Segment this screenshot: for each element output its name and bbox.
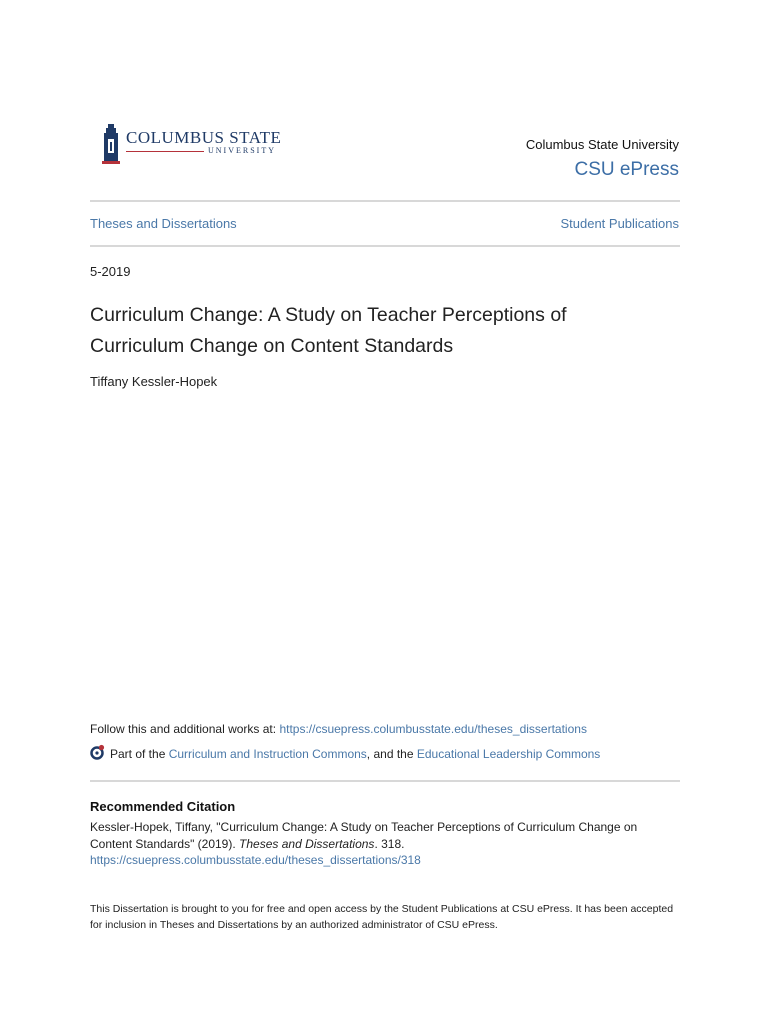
institution-name: Columbus State University bbox=[525, 137, 679, 152]
curriculum-commons-link[interactable]: Curriculum and Instruction Commons bbox=[168, 747, 367, 761]
citation-text: Kessler-Hopek, Tiffany, "Curriculum Change: A Study on Teacher Perceptions of Curriculum Change on Content Standards" (2019). bbox=[90, 820, 638, 851]
document-author: Tiffany Kessler-Hopek bbox=[90, 374, 218, 389]
document-title: Curriculum Change: A Study on Teacher Perceptions of Curriculum Change on Content Standards bbox=[90, 304, 567, 357]
tower-icon bbox=[100, 124, 122, 166]
access-statement: This Dissertation is brought to you for free and open access by the Student Publications at CSU ePress. It has been accepted for inclusion in Theses and Dissertations by an authorized administrator of CSU ePress. bbox=[90, 903, 674, 931]
repository-link[interactable]: CSU ePress bbox=[574, 159, 679, 180]
publication-date: 5-2019 bbox=[90, 264, 131, 279]
header-divider bbox=[90, 200, 680, 202]
logo-divider bbox=[126, 151, 204, 152]
citation-number: . 318. bbox=[374, 836, 405, 851]
logo-name: COLUMBUS STATE bbox=[126, 128, 282, 147]
collection-url-link[interactable]: https://csuepress.columbusstate.edu/theses_dissertations bbox=[279, 722, 587, 736]
citation-series: Theses and Dissertations bbox=[239, 836, 375, 851]
part-of-prefix: Part of the bbox=[110, 747, 166, 761]
commons-icon bbox=[90, 744, 106, 760]
nav-divider bbox=[90, 245, 680, 247]
theses-dissertations-link[interactable]: Theses and Dissertations bbox=[90, 216, 237, 231]
university-logo bbox=[100, 124, 290, 168]
citation-body bbox=[90, 819, 680, 869]
educational-leadership-commons-link[interactable]: Educational Leadership Commons bbox=[416, 747, 601, 761]
logo-subtitle: UNIVERSITY bbox=[208, 146, 276, 155]
part-of-middle: , and the bbox=[366, 747, 414, 761]
follow-prefix: Follow this and additional works at: bbox=[90, 722, 277, 736]
follow-line bbox=[90, 722, 587, 736]
citation-divider bbox=[90, 780, 680, 782]
student-publications-link[interactable]: Student Publications bbox=[560, 216, 679, 231]
part-of-line bbox=[90, 746, 600, 762]
citation-url-link[interactable]: https://csuepress.columbusstate.edu/theses_dissertations/318 bbox=[90, 853, 421, 867]
citation-heading: Recommended Citation bbox=[90, 799, 236, 814]
